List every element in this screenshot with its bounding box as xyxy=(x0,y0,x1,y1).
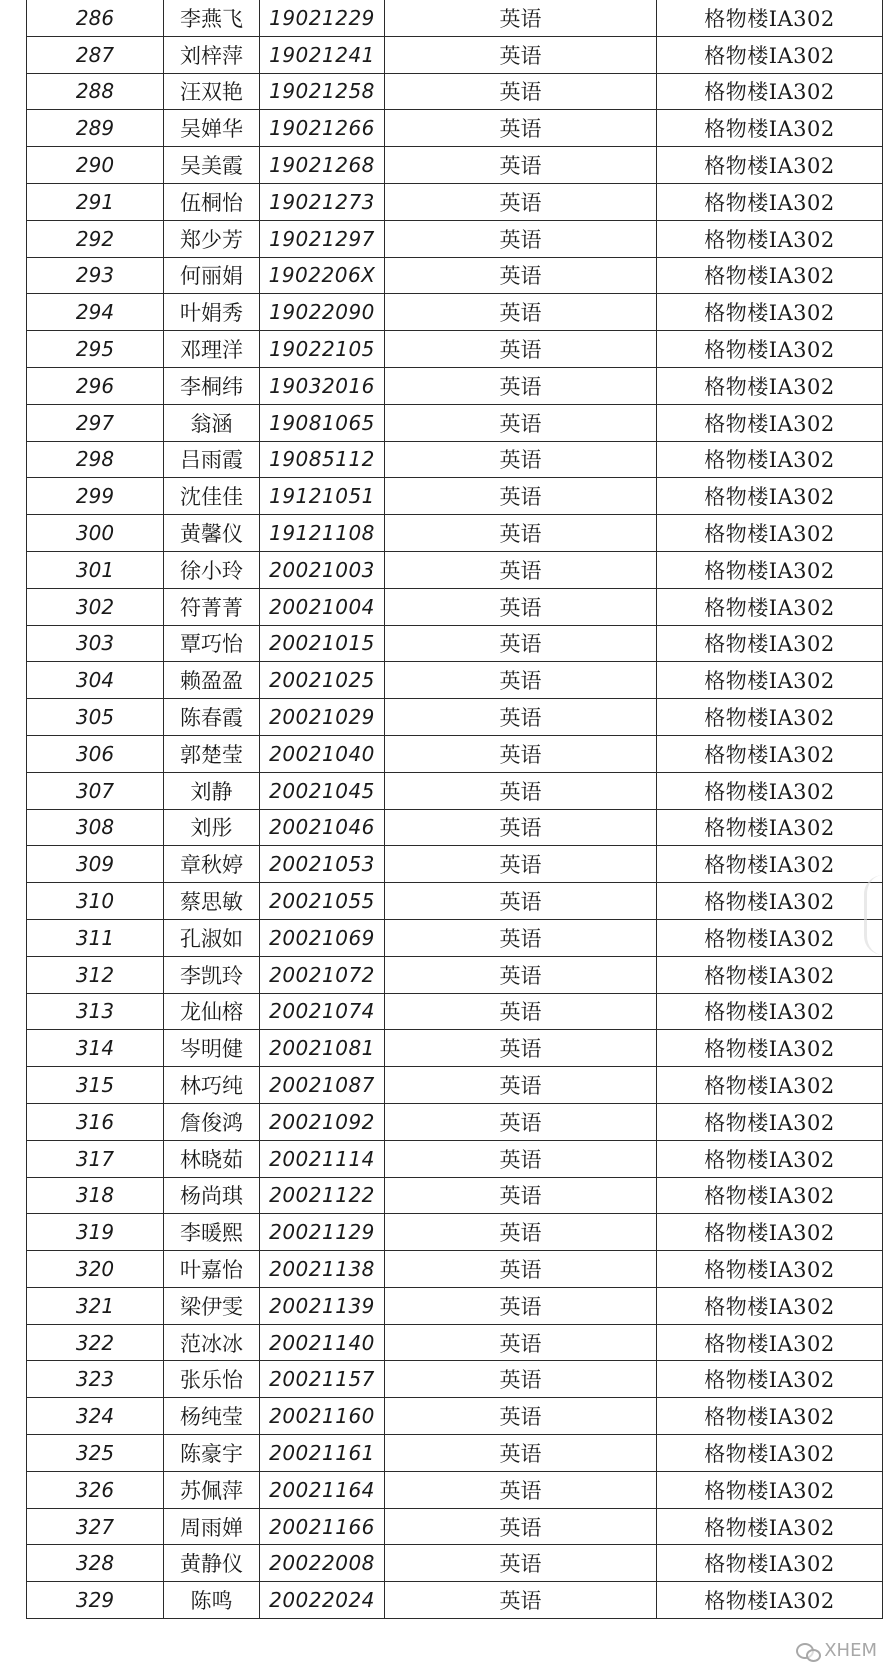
student-id-cell: 19021268 xyxy=(260,147,385,184)
student-id-cell: 20021160 xyxy=(260,1398,385,1435)
subject-cell: 英语 xyxy=(385,1324,657,1361)
exam-room-cell: 格物楼IA302 xyxy=(657,699,883,736)
student-name-cell: 梁伊雯 xyxy=(164,1287,260,1324)
table-row xyxy=(27,1582,883,1619)
chat-bubbles-icon xyxy=(796,1641,820,1661)
subject-cell: 英语 xyxy=(385,220,657,257)
row-number-cell: 297 xyxy=(27,404,164,441)
table-row xyxy=(27,662,883,699)
student-id-cell: 1902206X xyxy=(260,257,385,294)
table-body xyxy=(27,0,883,1619)
subject-cell: 英语 xyxy=(385,367,657,404)
subject-cell: 英语 xyxy=(385,846,657,883)
subject-cell: 英语 xyxy=(385,772,657,809)
exam-room-cell: 格物楼IA302 xyxy=(657,331,883,368)
exam-room-cell: 格物楼IA302 xyxy=(657,1177,883,1214)
student-name-cell: 陈春霞 xyxy=(164,699,260,736)
exam-room-cell: 格物楼IA302 xyxy=(657,883,883,920)
table-row xyxy=(27,699,883,736)
subject-cell: 英语 xyxy=(385,478,657,515)
exam-room-cell: 格物楼IA302 xyxy=(657,1140,883,1177)
student-id-cell: 19022105 xyxy=(260,331,385,368)
student-name-cell: 覃巧怡 xyxy=(164,625,260,662)
exam-room-cell: 格物楼IA302 xyxy=(657,772,883,809)
student-name-cell: 陈豪宇 xyxy=(164,1435,260,1472)
table-row xyxy=(27,735,883,772)
student-name-cell: 符菁菁 xyxy=(164,588,260,625)
table-row xyxy=(27,1361,883,1398)
table-row xyxy=(27,515,883,552)
student-id-cell: 20021081 xyxy=(260,1030,385,1067)
student-name-cell: 黄馨仪 xyxy=(164,515,260,552)
table-row xyxy=(27,1324,883,1361)
student-name-cell: 孔淑如 xyxy=(164,919,260,956)
subject-cell: 英语 xyxy=(385,1067,657,1104)
student-id-cell: 19021273 xyxy=(260,183,385,220)
student-id-cell: 19022090 xyxy=(260,294,385,331)
table-row xyxy=(27,772,883,809)
row-number-cell: 304 xyxy=(27,662,164,699)
row-number-cell: 286 xyxy=(27,0,164,36)
table-row xyxy=(27,625,883,662)
subject-cell: 英语 xyxy=(385,110,657,147)
row-number-cell: 309 xyxy=(27,846,164,883)
student-name-cell: 沈佳佳 xyxy=(164,478,260,515)
row-number-cell: 302 xyxy=(27,588,164,625)
exam-room-cell: 格物楼IA302 xyxy=(657,1103,883,1140)
student-id-cell: 20021053 xyxy=(260,846,385,883)
student-name-cell: 杨纯莹 xyxy=(164,1398,260,1435)
student-id-cell: 20021072 xyxy=(260,956,385,993)
subject-cell: 英语 xyxy=(385,147,657,184)
row-number-cell: 317 xyxy=(27,1140,164,1177)
subject-cell: 英语 xyxy=(385,1545,657,1582)
student-name-cell: 杨尚琪 xyxy=(164,1177,260,1214)
student-id-cell: 20021139 xyxy=(260,1287,385,1324)
exam-room-cell: 格物楼IA302 xyxy=(657,551,883,588)
exam-room-cell: 格物楼IA302 xyxy=(657,1030,883,1067)
subject-cell: 英语 xyxy=(385,73,657,110)
table-row xyxy=(27,0,883,36)
table-row xyxy=(27,809,883,846)
subject-cell: 英语 xyxy=(385,735,657,772)
student-id-cell: 19081065 xyxy=(260,404,385,441)
row-number-cell: 314 xyxy=(27,1030,164,1067)
row-number-cell: 294 xyxy=(27,294,164,331)
table-row xyxy=(27,919,883,956)
student-id-cell: 20021046 xyxy=(260,809,385,846)
exam-room-cell: 格物楼IA302 xyxy=(657,1545,883,1582)
row-number-cell: 326 xyxy=(27,1471,164,1508)
exam-room-cell: 格物楼IA302 xyxy=(657,1251,883,1288)
student-id-cell: 19021266 xyxy=(260,110,385,147)
student-id-cell: 20021164 xyxy=(260,1471,385,1508)
row-number-cell: 322 xyxy=(27,1324,164,1361)
exam-room-cell: 格物楼IA302 xyxy=(657,662,883,699)
student-name-cell: 郭楚莹 xyxy=(164,735,260,772)
table-row xyxy=(27,147,883,184)
student-name-cell: 龙仙榕 xyxy=(164,993,260,1030)
student-name-cell: 刘梓萍 xyxy=(164,36,260,73)
table-row xyxy=(27,367,883,404)
table-row xyxy=(27,404,883,441)
student-id-cell: 19085112 xyxy=(260,441,385,478)
subject-cell: 英语 xyxy=(385,331,657,368)
student-name-cell: 黄静仪 xyxy=(164,1545,260,1582)
row-number-cell: 291 xyxy=(27,183,164,220)
exam-room-cell: 格物楼IA302 xyxy=(657,1508,883,1545)
row-number-cell: 328 xyxy=(27,1545,164,1582)
student-name-cell: 伍桐怡 xyxy=(164,183,260,220)
student-name-cell: 李桐纬 xyxy=(164,367,260,404)
student-name-cell: 周雨婵 xyxy=(164,1508,260,1545)
table-row xyxy=(27,183,883,220)
subject-cell: 英语 xyxy=(385,1398,657,1435)
student-name-cell: 吴美霞 xyxy=(164,147,260,184)
student-name-cell: 蔡思敏 xyxy=(164,883,260,920)
student-name-cell: 赖盈盈 xyxy=(164,662,260,699)
student-name-cell: 吴婵华 xyxy=(164,110,260,147)
student-id-cell: 19121108 xyxy=(260,515,385,552)
subject-cell: 英语 xyxy=(385,883,657,920)
subject-cell: 英语 xyxy=(385,294,657,331)
subject-cell: 英语 xyxy=(385,956,657,993)
table-row xyxy=(27,1545,883,1582)
student-id-cell: 20021003 xyxy=(260,551,385,588)
table-row xyxy=(27,588,883,625)
exam-room-cell: 格物楼IA302 xyxy=(657,110,883,147)
row-number-cell: 313 xyxy=(27,993,164,1030)
exam-room-cell: 格物楼IA302 xyxy=(657,0,883,36)
subject-cell: 英语 xyxy=(385,1361,657,1398)
student-id-cell: 20021040 xyxy=(260,735,385,772)
student-id-cell: 20021114 xyxy=(260,1140,385,1177)
exam-room-cell: 格物楼IA302 xyxy=(657,919,883,956)
row-number-cell: 306 xyxy=(27,735,164,772)
student-id-cell: 20021140 xyxy=(260,1324,385,1361)
subject-cell: 英语 xyxy=(385,1214,657,1251)
student-name-cell: 李燕飞 xyxy=(164,0,260,36)
student-id-cell: 20021092 xyxy=(260,1103,385,1140)
subject-cell: 英语 xyxy=(385,257,657,294)
exam-room-cell: 格物楼IA302 xyxy=(657,1398,883,1435)
row-number-cell: 318 xyxy=(27,1177,164,1214)
student-name-cell: 郑少芳 xyxy=(164,220,260,257)
table-row xyxy=(27,220,883,257)
student-id-cell: 20021138 xyxy=(260,1251,385,1288)
student-name-cell: 何丽娟 xyxy=(164,257,260,294)
subject-cell: 英语 xyxy=(385,699,657,736)
student-id-cell: 19121051 xyxy=(260,478,385,515)
exam-room-cell: 格物楼IA302 xyxy=(657,1582,883,1619)
student-id-cell: 20021025 xyxy=(260,662,385,699)
row-number-cell: 290 xyxy=(27,147,164,184)
student-id-cell: 20021074 xyxy=(260,993,385,1030)
student-id-cell: 19021241 xyxy=(260,36,385,73)
exam-room-cell: 格物楼IA302 xyxy=(657,257,883,294)
exam-room-cell: 格物楼IA302 xyxy=(657,1435,883,1472)
table-row xyxy=(27,331,883,368)
subject-cell: 英语 xyxy=(385,1103,657,1140)
table-row xyxy=(27,1030,883,1067)
row-number-cell: 288 xyxy=(27,73,164,110)
table-row xyxy=(27,1177,883,1214)
student-name-cell: 苏佩萍 xyxy=(164,1471,260,1508)
exam-room-cell: 格物楼IA302 xyxy=(657,1067,883,1104)
row-number-cell: 310 xyxy=(27,883,164,920)
exam-room-cell: 格物楼IA302 xyxy=(657,294,883,331)
row-number-cell: 316 xyxy=(27,1103,164,1140)
table-row xyxy=(27,1103,883,1140)
row-number-cell: 305 xyxy=(27,699,164,736)
table-row xyxy=(27,1140,883,1177)
student-id-cell: 20021157 xyxy=(260,1361,385,1398)
row-number-cell: 298 xyxy=(27,441,164,478)
student-name-cell: 陈鸣 xyxy=(164,1582,260,1619)
student-id-cell: 20022008 xyxy=(260,1545,385,1582)
student-id-cell: 20021161 xyxy=(260,1435,385,1472)
row-number-cell: 303 xyxy=(27,625,164,662)
subject-cell: 英语 xyxy=(385,551,657,588)
table-row xyxy=(27,1398,883,1435)
row-number-cell: 296 xyxy=(27,367,164,404)
subject-cell: 英语 xyxy=(385,1287,657,1324)
table-row xyxy=(27,1508,883,1545)
table-row xyxy=(27,846,883,883)
subject-cell: 英语 xyxy=(385,809,657,846)
row-number-cell: 307 xyxy=(27,772,164,809)
exam-room-cell: 格物楼IA302 xyxy=(657,1324,883,1361)
row-number-cell: 312 xyxy=(27,956,164,993)
row-number-cell: 327 xyxy=(27,1508,164,1545)
student-name-cell: 林晓茹 xyxy=(164,1140,260,1177)
row-number-cell: 293 xyxy=(27,257,164,294)
student-id-cell: 20021029 xyxy=(260,699,385,736)
table-row xyxy=(27,1067,883,1104)
subject-cell: 英语 xyxy=(385,1435,657,1472)
exam-room-cell: 格物楼IA302 xyxy=(657,147,883,184)
table-row xyxy=(27,441,883,478)
exam-room-cell: 格物楼IA302 xyxy=(657,515,883,552)
student-id-cell: 20021122 xyxy=(260,1177,385,1214)
row-number-cell: 315 xyxy=(27,1067,164,1104)
student-id-cell: 19032016 xyxy=(260,367,385,404)
table-row xyxy=(27,1251,883,1288)
table-row xyxy=(27,883,883,920)
student-id-cell: 20021069 xyxy=(260,919,385,956)
student-name-cell: 林巧纯 xyxy=(164,1067,260,1104)
student-name-cell: 章秋婷 xyxy=(164,846,260,883)
exam-seating-table xyxy=(26,0,883,1619)
table-row xyxy=(27,73,883,110)
exam-room-cell: 格物楼IA302 xyxy=(657,73,883,110)
row-number-cell: 301 xyxy=(27,551,164,588)
exam-room-cell: 格物楼IA302 xyxy=(657,809,883,846)
table-row xyxy=(27,110,883,147)
student-name-cell: 李凯玲 xyxy=(164,956,260,993)
exam-room-cell: 格物楼IA302 xyxy=(657,367,883,404)
table-row xyxy=(27,993,883,1030)
table-row xyxy=(27,478,883,515)
table-row xyxy=(27,1471,883,1508)
row-number-cell: 324 xyxy=(27,1398,164,1435)
subject-cell: 英语 xyxy=(385,36,657,73)
subject-cell: 英语 xyxy=(385,625,657,662)
student-id-cell: 20021087 xyxy=(260,1067,385,1104)
exam-room-cell: 格物楼IA302 xyxy=(657,993,883,1030)
watermark xyxy=(796,1640,877,1661)
exam-room-cell: 格物楼IA302 xyxy=(657,846,883,883)
student-id-cell: 20021015 xyxy=(260,625,385,662)
student-id-cell: 20022024 xyxy=(260,1582,385,1619)
table-row xyxy=(27,294,883,331)
student-id-cell: 20021129 xyxy=(260,1214,385,1251)
student-name-cell: 范冰冰 xyxy=(164,1324,260,1361)
row-number-cell: 289 xyxy=(27,110,164,147)
subject-cell: 英语 xyxy=(385,662,657,699)
row-number-cell: 299 xyxy=(27,478,164,515)
table-row xyxy=(27,551,883,588)
exam-room-cell: 格物楼IA302 xyxy=(657,1361,883,1398)
student-name-cell: 徐小玲 xyxy=(164,551,260,588)
table-row xyxy=(27,1435,883,1472)
row-number-cell: 300 xyxy=(27,515,164,552)
subject-cell: 英语 xyxy=(385,1251,657,1288)
exam-room-cell: 格物楼IA302 xyxy=(657,478,883,515)
student-id-cell: 20021166 xyxy=(260,1508,385,1545)
exam-room-cell: 格物楼IA302 xyxy=(657,220,883,257)
student-name-cell: 吕雨霞 xyxy=(164,441,260,478)
row-number-cell: 292 xyxy=(27,220,164,257)
subject-cell: 英语 xyxy=(385,1582,657,1619)
exam-room-cell: 格物楼IA302 xyxy=(657,36,883,73)
exam-room-cell: 格物楼IA302 xyxy=(657,1471,883,1508)
student-name-cell: 叶娟秀 xyxy=(164,294,260,331)
row-number-cell: 311 xyxy=(27,919,164,956)
subject-cell: 英语 xyxy=(385,1508,657,1545)
student-name-cell: 邓理洋 xyxy=(164,331,260,368)
row-number-cell: 321 xyxy=(27,1287,164,1324)
row-number-cell: 329 xyxy=(27,1582,164,1619)
edge-shadow-decoration xyxy=(864,875,883,955)
subject-cell: 英语 xyxy=(385,919,657,956)
exam-room-cell: 格物楼IA302 xyxy=(657,588,883,625)
exam-room-cell: 格物楼IA302 xyxy=(657,404,883,441)
watermark-text: XHEM xyxy=(824,1640,877,1661)
row-number-cell: 308 xyxy=(27,809,164,846)
row-number-cell: 325 xyxy=(27,1435,164,1472)
subject-cell: 英语 xyxy=(385,441,657,478)
table-row xyxy=(27,1214,883,1251)
exam-room-cell: 格物楼IA302 xyxy=(657,1214,883,1251)
student-name-cell: 刘静 xyxy=(164,772,260,809)
subject-cell: 英语 xyxy=(385,183,657,220)
subject-cell: 英语 xyxy=(385,404,657,441)
student-name-cell: 詹俊鸿 xyxy=(164,1103,260,1140)
student-id-cell: 19021229 xyxy=(260,0,385,36)
subject-cell: 英语 xyxy=(385,515,657,552)
student-id-cell: 20021055 xyxy=(260,883,385,920)
row-number-cell: 287 xyxy=(27,36,164,73)
exam-room-cell: 格物楼IA302 xyxy=(657,625,883,662)
subject-cell: 英语 xyxy=(385,1140,657,1177)
table-row xyxy=(27,956,883,993)
student-name-cell: 李暖熙 xyxy=(164,1214,260,1251)
student-id-cell: 19021258 xyxy=(260,73,385,110)
student-name-cell: 翁涵 xyxy=(164,404,260,441)
student-name-cell: 岑明健 xyxy=(164,1030,260,1067)
student-id-cell: 20021004 xyxy=(260,588,385,625)
subject-cell: 英语 xyxy=(385,1471,657,1508)
student-id-cell: 19021297 xyxy=(260,220,385,257)
student-name-cell: 张乐怡 xyxy=(164,1361,260,1398)
exam-room-cell: 格物楼IA302 xyxy=(657,735,883,772)
student-name-cell: 叶嘉怡 xyxy=(164,1251,260,1288)
exam-room-cell: 格物楼IA302 xyxy=(657,1287,883,1324)
exam-room-cell: 格物楼IA302 xyxy=(657,441,883,478)
table-row xyxy=(27,1287,883,1324)
subject-cell: 英语 xyxy=(385,993,657,1030)
student-name-cell: 刘彤 xyxy=(164,809,260,846)
table-row xyxy=(27,36,883,73)
subject-cell: 英语 xyxy=(385,1177,657,1214)
subject-cell: 英语 xyxy=(385,588,657,625)
exam-room-cell: 格物楼IA302 xyxy=(657,183,883,220)
row-number-cell: 323 xyxy=(27,1361,164,1398)
table-row xyxy=(27,257,883,294)
subject-cell: 英语 xyxy=(385,0,657,36)
exam-room-cell: 格物楼IA302 xyxy=(657,956,883,993)
row-number-cell: 320 xyxy=(27,1251,164,1288)
row-number-cell: 295 xyxy=(27,331,164,368)
student-id-cell: 20021045 xyxy=(260,772,385,809)
row-number-cell: 319 xyxy=(27,1214,164,1251)
student-name-cell: 汪双艳 xyxy=(164,73,260,110)
subject-cell: 英语 xyxy=(385,1030,657,1067)
